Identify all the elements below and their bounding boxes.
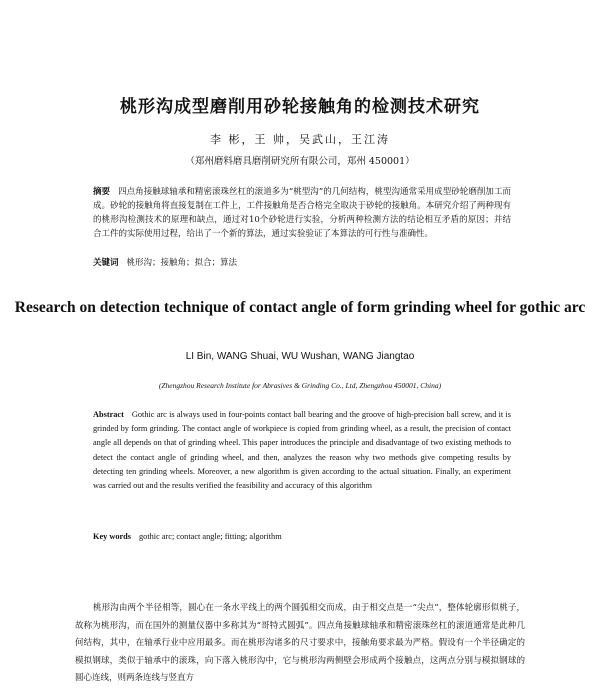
english-keywords-text: gothic arc; contact angle; fitting; algorithm (139, 532, 282, 541)
chinese-abstract (93, 185, 511, 241)
chinese-authors: 李 彬，王 帅，吴武山，王江涛 (210, 133, 390, 146)
english-abstract (93, 408, 511, 493)
english-affiliation: (Zhengzhou Research Institute for Abrasives & Grinding Co., Ltd, Zhengzhou 450001, China) (158, 381, 442, 390)
english-authors: LI Bin, WANG Shuai, WU Wushan, WANG Jiangtao (185, 351, 415, 362)
body-paragraph: 桃形沟由两个半径相等，圆心在一条水平线上的两个圆弧相交而成，由于相交点是一“尖点”，整体轮廓形似桃子，故称为桃形沟，而在国外的测量仪器中多称其为“哥特式圆弧”。四点角接触球轴承和精密滚珠丝杠的滚道通常是此种几何结构，其中，在轴承行业中应用最多。而在桃形沟诸多的尺寸要求中，接触角要求最为严格。假设有一个半径确定的模拟钢球，类似于轴承中的滚珠，向下落入桃形沟中，它与桃形沟两侧壁会形成两个接触点，这两点分别与模拟钢球的圆心连线，则两条连线与竖直方 (75, 603, 525, 683)
english-abstract-label: Abstract (93, 410, 124, 419)
chinese-keywords-text: 桃形沟；接触角；拟合；算法 (126, 258, 238, 268)
chinese-keywords-label: 关键词 (93, 258, 119, 268)
chinese-keywords (93, 256, 511, 270)
chinese-title: 桃形沟成型磨削用砂轮接触角的检测技术研究 (120, 97, 480, 117)
chinese-affiliation: （郑州磨料磨具磨削研究所有限公司，郑州 450001） (185, 156, 415, 167)
english-abstract-text: Gothic arc is always used in four-points contact ball bearing and the groove of high-precision ball screw, and it is grinded by form grinding. The contact angle of workpiece is copied from grinding wheel, as a result, the precision of contact angle all depends on that of grinding wheel. This paper introduces the principle and disadvantage of two existing methods to detect the contact angle of grinding wheel, and then, analyzes the reason why two methods give competing results by detecting ten grinding wheels. Moreover, a new algorithm is given according to the actual situation. Finally, an experiment was carried out and the results verified the feasibility and accuracy of this algorithm (93, 410, 511, 491)
chinese-abstract-label: 摘要 (93, 187, 111, 197)
english-keywords-label: Key words (93, 532, 132, 541)
english-title: Research on detection technique of contact angle of form grinding wheel for gothic arc (14, 299, 586, 316)
english-keywords (93, 530, 511, 544)
chinese-abstract-text: 四点角接触球轴承和精密滚珠丝杠的滚道多为“桃型沟”的几何结构，桃型沟通常采用成型砂轮磨削加工而成。砂轮的接触角将直接复制在工件上，工件接触角是否合格完全取决于砂轮的接触角。本研究介绍了两种现有的桃形沟检测技术的原理和缺点，通过对10个砂轮进行实验，分析两种检测方法的结论相互矛盾的原因；并结合工件的实际使用过程，给出了一个新的算法，通过实验验证了本算法的可行性与准确性。 (93, 187, 511, 239)
